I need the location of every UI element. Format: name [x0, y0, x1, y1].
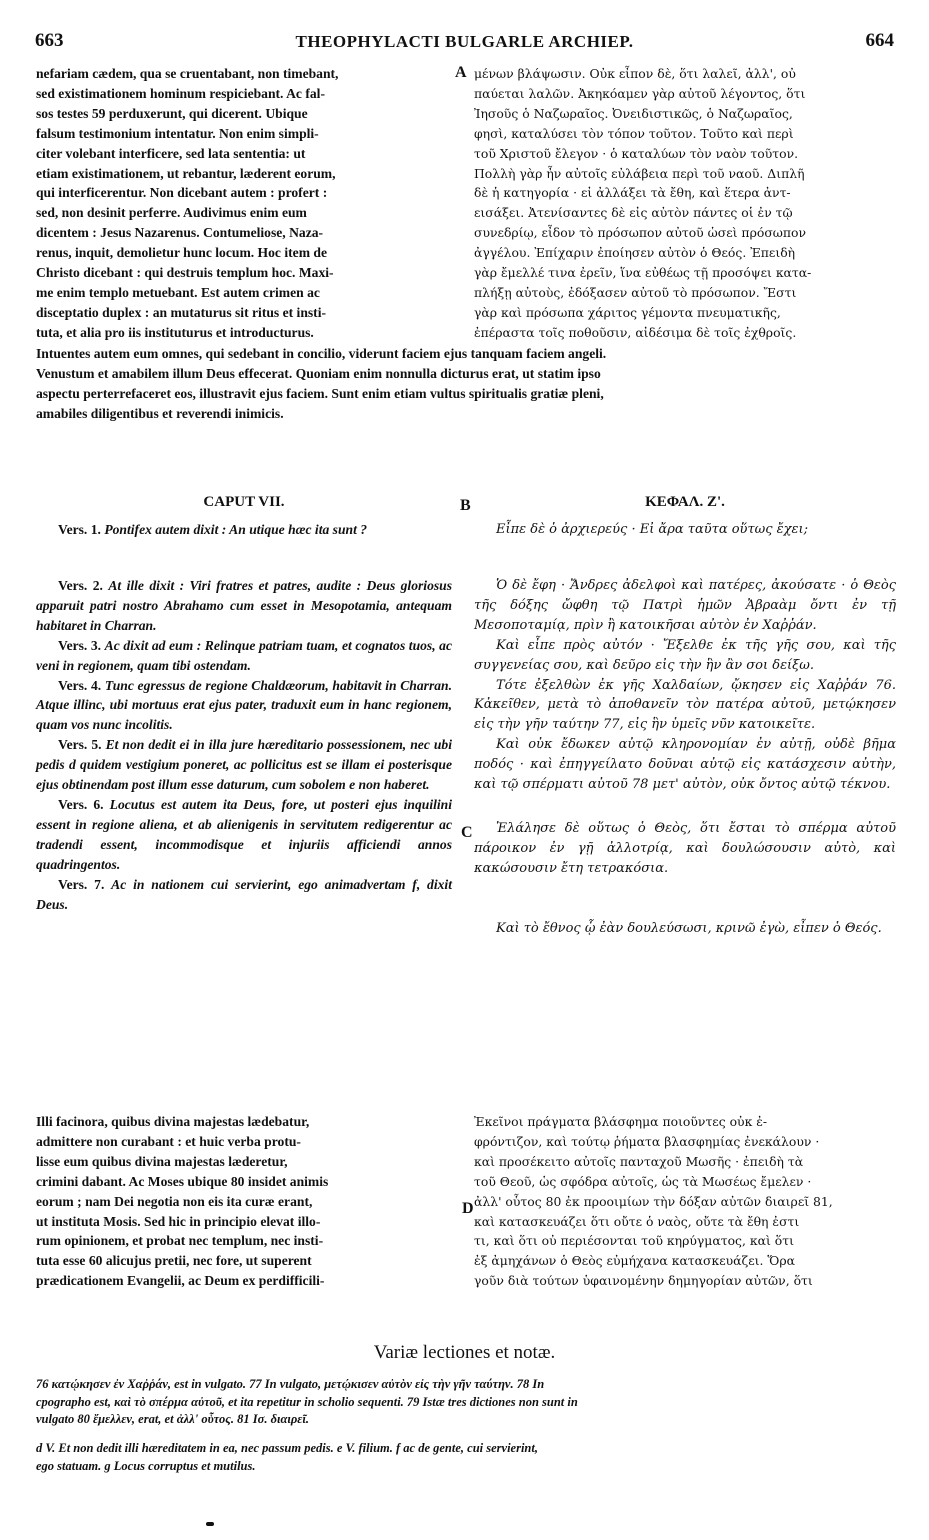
greek-line: ἐξ ἀμηχάνων ὁ Θεὸς εὐμήχανα κατασκευάζει. Ὅρα [474, 1253, 796, 1269]
greek-line: Ἰησοῦς ὁ Ναζωραῖος. Ὀνειδιστικῶς, ὁ Ναζωραῖος, [474, 105, 793, 121]
latin-line: falsum testimonium intentatur. Non enim simpli- [36, 125, 319, 141]
verse-label: Vers. 3. [58, 637, 102, 653]
verse-text: Tunc egressus de regione Chaldæorum, habitavit in Charran. Atque illinc, ubi mortuus erat ejus pater, traduxit eum in hanc regionem, quam vos nunc incolitis. [36, 677, 452, 733]
note-line: vulgato 80 ἔμελλεν, erat, et ἀλλ' οὗτος. 81 Ισ. διαιρεῖ. [36, 1412, 310, 1426]
verse-label: Vers. 6. [58, 796, 104, 812]
footnotes [36, 1440, 896, 1475]
full-width-paragraph [36, 344, 896, 424]
latin-line: ut instituta Mosis. Sed hic in principio elevat illo- [36, 1213, 321, 1229]
page-number-right: 664 [865, 30, 894, 51]
latin-line: dicentem : Jesus Nazarenus. Contumeliose, Naza- [36, 225, 324, 241]
full-line: Venustum et amabilem illum Deus effecerat. Quoniam enim nonnulla dicturus erat, ut statim ipso [36, 365, 601, 381]
verse-text: Et non dedit ei in illa jure hæreditario possessionem, nec ubi pedis d quidem vestigium poneret, ac pollicitus est se illam ei posterisque ejus obtinendam post illum esse daturum, cum sobolem e non haberet. [36, 737, 452, 793]
notes-title: Variæ lectiones et notæ. [373, 1342, 556, 1363]
greek-column-bottom [474, 1112, 896, 1291]
greek-line: γὰρ καὶ πρόσωπα χάριτος γέμοντα πνευματικῆς, [474, 304, 781, 320]
footnote-line: ego statuam. g Locus corruptus et mutilus. [36, 1458, 256, 1473]
verse-latin [36, 735, 452, 795]
latin-line: tuta, et alia pro iis instituturus et introducturus. [36, 324, 314, 340]
verse-latin [36, 676, 452, 736]
latin-line: lisse eum quibus divina majestas læderetur, [36, 1153, 288, 1169]
latin-line: crimini dabant. Ac Moses ubique 80 insidet animis [36, 1173, 329, 1189]
latin-line: prædicationem Evangelii, ac Deum ex perdifficili- [36, 1273, 325, 1289]
latin-column-bottom [36, 1112, 452, 1291]
verse-greek: Τότε ἐξελθὼν ἐκ γῆς Χαλδαίων, ᾤκησεν εἰς Χαῤῥάν 76. Κἀκεῖθεν, μετὰ τὸ ἀποθανεῖν τὸν πατέρα αὐτοῦ, μετῴκησεν εἰς τὴν γῆν ταύτην 77, εἰς ἣν ὑμεῖς νῦν κατοικεῖτε. [474, 677, 896, 733]
greek-line: πλήξῃ αὐτοὺς, ἐδόξασεν αὐτοῦ τὸ πρόσωπον. Ἔστι [474, 284, 797, 300]
greek-line: συνεδρίῳ, εἶδον τὸ πρόσωπον αὐτοῦ ὡσεὶ πρόσωπον [474, 225, 807, 241]
greek-line: τοῦ Χριστοῦ ἔλεγον · ὁ καταλύων τὸν ναὸν τοῦτον. [474, 145, 799, 161]
caput-heading-greek: ΚΕΦΑΛ. Ζ'. [645, 494, 725, 510]
verse-greek: Ἐλάλησε δὲ οὕτως ὁ Θεὸς, ὅτι ἔσται τὸ σπέρμα αὐτοῦ πάροικον ἐν γῇ ἀλλοτρίᾳ, καὶ δουλώσουσιν αὐτὸ, καὶ κακώσουσιν ἔτη τετρακόσια. [474, 820, 896, 876]
greek-line: καὶ προσέκειτο αὐτοῖς πανταχοῦ Μωσῆς · ἐπειδὴ τὰ [474, 1153, 804, 1169]
page-number-left: 663 [35, 30, 64, 51]
latin-line: me enim templo metuebant. Est autem crimen ac [36, 284, 320, 300]
full-line: amabiles diligentibus et reverendi inimicis. [36, 405, 284, 421]
latin-line: Christo dicebant : qui destruis templum hoc. Maxi- [36, 265, 334, 281]
verse-greek: Ὁ δὲ ἔφη · Ἄνδρες ἀδελφοὶ καὶ πατέρες, ἀκούσατε · ὁ Θεὸς τῆς δόξης ὤφθη τῷ Πατρὶ ἡμῶν Ἀβραὰμ ὄντι ἐν τῇ Μεσοποταμίᾳ, πρὶν ἢ κατοικῆσαι αὐτὸν ἐν Χαῤῥάν. [474, 578, 896, 633]
margin-mark-a: A [455, 64, 467, 81]
greek-line: Ἐκεῖνοι πράγματα βλάσφημα ποιοῦντες οὐκ ἐ- [474, 1114, 768, 1129]
latin-verses [36, 520, 452, 914]
verse-greek: Καὶ εἶπε πρὸς αὐτόν · Ἔξελθε ἐκ τῆς γῆς σου, καὶ τῆς συγγενείας σου, καὶ δεῦρο εἰς τὴν ἣν ἂν σοι δείξω. [474, 637, 896, 673]
latin-line: citer volebant interficere, sed lata sententia: ut [36, 145, 306, 161]
latin-line: sos testes 59 perduxerunt, qui dicerent. Ubique [36, 105, 308, 121]
full-line: aspectu perterrefaceret eos, illustravit ejus faciem. Sunt enim etiam vultus spiritualis gratiæ pleni, [36, 385, 604, 401]
verse-latin [36, 795, 452, 875]
verse-text: At ille dixit : Viri fratres et patres, audite : Deus gloriosus apparuit patri nostro Abrahamo cum esset in Mesopotamia, antequam habitaret in Charran. [36, 578, 453, 633]
verse-text: Pontifex autem dixit : An utique hæc ita sunt ? [104, 522, 368, 537]
margin-mark-b: B [460, 497, 471, 514]
greek-line: παύεται λαλῶν. Ἀκηκόαμεν γὰρ αὐτοῦ λέγοντος, ὅτι [474, 85, 806, 101]
verse-label: Vers. 2. [58, 578, 103, 593]
verse-latin [36, 636, 452, 676]
latin-line: disceptatio duplex : an mutaturus sit ritus et insti- [36, 304, 327, 320]
greek-line: εισάξει. Ἀτενίσαντες δὲ εἰς αὐτὸν πάντες οἱ ἐν τῷ [474, 205, 793, 221]
running-header [35, 30, 894, 56]
verse-label: Vers. 4. [58, 677, 102, 693]
greek-line: μένων βλάψωσιν. Οὐκ εἶπον δὲ, ὅτι λαλεῖ, ἀλλ', οὐ [474, 66, 796, 81]
greek-line: γοῦν διὰ τούτων ὑφαινομένην δημηγορίαν αὐτῶν, ὅτι [474, 1273, 813, 1289]
latin-line: Illi facinora, quibus divina majestas lædebatur, [36, 1114, 310, 1129]
verse-label: Vers. 1. [58, 522, 101, 537]
latin-line: eorum ; nam Dei negotia non eis ita curæ erant, [36, 1193, 313, 1209]
verse-latin [36, 576, 452, 636]
verse-greek: Καὶ τὸ ἔθνος ᾧ ἐὰν δουλεύσωσι, κρινῶ ἐγὼ, εἶπεν ὁ Θεός. [496, 920, 882, 936]
verse-label: Vers. 5. [58, 737, 102, 753]
greek-verses [474, 520, 896, 939]
note-line: cpographo est, καὶ τὸ σπέρμα αὐτοῦ, et ita repetitur in scholio sequenti. 79 Istæ tres dictiones non sunt in [36, 1394, 578, 1409]
verse-label: Vers. 7. [58, 876, 105, 892]
latin-line: rum opinionem, et probat nec templum, nec insti- [36, 1233, 324, 1249]
ink-mark [206, 1522, 214, 1526]
latin-line: sed existimationem hominum respiciebant. Ac fal- [36, 85, 325, 101]
greek-line: ἐπέραστα τοῖς ποθοῦσιν, αἰδέσιμα δὲ τοῖς ἐχθροῖς. [474, 324, 797, 340]
greek-line: φρόντιζον, καὶ τούτῳ ῥήματα βλασφημίας ἐνεκάλουν · [474, 1133, 820, 1149]
margin-mark-c: C [461, 824, 473, 841]
latin-line: admittere non curabant : et huic verba protu- [36, 1133, 301, 1149]
greek-line: ἀγγέλου. Ἐπίχαριν ἐποίησεν αὐτὸν ὁ Θεός. Ἐπειδὴ [474, 245, 796, 261]
greek-column-top [474, 64, 896, 343]
greek-line: καὶ κατασκευάζει ὅτι οὔτε ὁ ναὸς, οὔτε τὰ ἔθη ἐστι [474, 1213, 800, 1229]
latin-line: renus, inquit, demolietur hunc locum. Hoc item de [36, 245, 328, 261]
latin-line: etiam existimationem, ut rebantur, læderent eorum, [36, 165, 336, 181]
margin-mark-d: D [462, 1200, 474, 1217]
verse-greek: Καὶ οὐκ ἔδωκεν αὐτῷ κληρονομίαν ἐν αὐτῇ, οὐδὲ βῆμα ποδός · καὶ ἐπηγγείλατο δοῦναι αὐτῷ εἰς κατάσχεσιν αὐτὴν, καὶ τῷ σπέρματι αὐτοῦ 78 μετ' αὐτὸν, οὐκ ὄντος αὐτῷ τέκνου. [474, 737, 896, 793]
verse-latin [36, 520, 452, 560]
verse-latin [36, 875, 452, 915]
verse-text: Ac in nationem cui servierint, ego animadvertam f, dixit Deus. [36, 876, 452, 912]
greek-line: τι, καὶ ὅτι οὐ περιέσονται τοῦ κηρύγματος, καὶ ὅτι [474, 1233, 794, 1249]
greek-line: δὲ ἡ κατηγορία · εἰ ἀλλάξει τὰ ἔθη, καὶ ἕτερα ἀντ- [474, 185, 791, 201]
latin-line: qui interficerentur. Non dicebant autem : profert : [36, 185, 328, 201]
verse-text: Ac dixit ad eum : Relinque patriam tuam, et cognatos tuos, ac veni in regionem, quam tibi ostendam. [36, 637, 453, 673]
latin-line: nefariam cædem, qua se cruentabant, non timebant, [36, 66, 339, 81]
greek-line: Πολλὴ γὰρ ἦν αὐτοῖς εὐλάβεια περὶ τοῦ ναοῦ. Διπλῆ [474, 165, 805, 181]
footnote-line: d V. Et non dedit illi hæreditatem in ea, nec passum pedis. e V. filium. f ac de gente, cui servierint, [36, 1441, 538, 1455]
note-line: 76 κατῴκησεν ἐν Χαῤῥάν, est in vulgato. 77 In vulgato, μετῴκισεν αὐτὸν εἰς τὴν γῆν ταύτην. 78 In [36, 1377, 545, 1391]
greek-line: γὰρ ἔμελλέ τινα ἐρεῖν, ἵνα εὐθέως τῇ προσόψει κατα- [474, 265, 812, 281]
latin-column-top [36, 64, 452, 343]
greek-line: φησὶ, καταλύσει τὸν τόπον τοῦτον. Τοῦτο καὶ περὶ [474, 125, 794, 141]
caput-heading-latin: CAPUT VII. [203, 494, 285, 510]
verse-greek: Εἶπε δὲ ὁ ἀρχιερεύς · Εἰ ἄρα ταῦτα οὕτως ἔχει; [496, 522, 808, 537]
header-title: THEOPHYLACTI BULGARLE ARCHIEP. [295, 32, 634, 51]
latin-line: sed, non desinit perferre. Audivimus enim eum [36, 205, 307, 221]
greek-line: τοῦ Θεοῦ, ὡς σφόδρα αὐτοῖς, ὡς τὰ Μωσέως ἔμελεν · [474, 1173, 812, 1189]
full-line: Intuentes autem eum omnes, qui sedebant in concilio, viderunt faciem ejus tanquam faciem angeli. [36, 346, 607, 361]
variant-notes [36, 1376, 896, 1429]
greek-line: ἀλλ' οὗτος 80 ἐκ προοιμίων τὴν δόξαν αὐτῶν διαιρεῖ 81, [474, 1193, 833, 1209]
latin-line: tuta esse 60 alicujus pretii, nec fore, ut superent [36, 1253, 312, 1269]
verse-text: Locutus est autem ita Deus, fore, ut posteri ejus inquilini essent in regione aliena, et ab alienigenis in servitutem redigerentur ac tradendi essent, incommodisque et injuriis afficiendi annos quadringentos. [36, 796, 452, 872]
